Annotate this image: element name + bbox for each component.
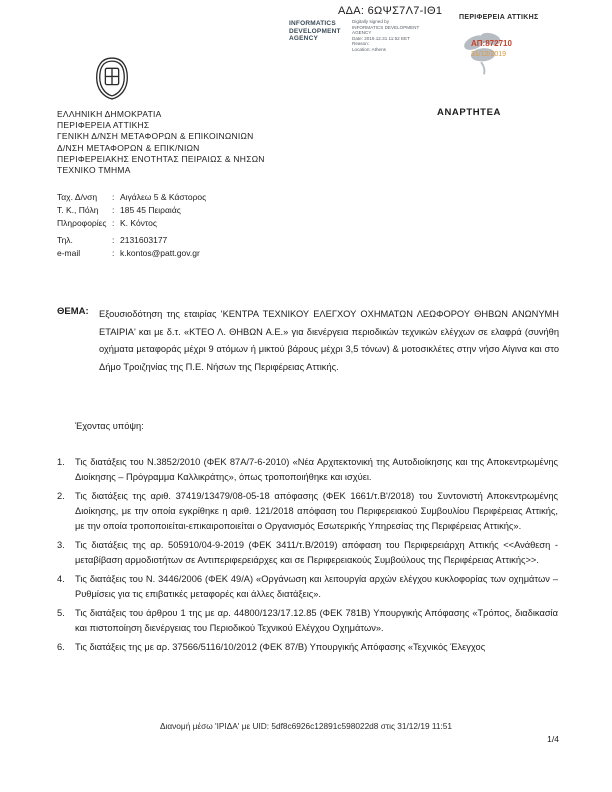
header-line: ΠΕΡΙΦΕΡΕΙΑΚΗΣ ΕΝΟΤΗΤΑΣ ΠΕΙΡΑΙΩΣ & ΝΗΣΩΝ — [57, 153, 265, 164]
page-number: 1/4 — [547, 734, 559, 744]
having-regard-label: Έχοντας υπόψη: — [75, 421, 144, 431]
list-item-text: Τις διατάξεις της αριθ. 37419/13479/08-05-18 απόφασης (ΦΕΚ 1661/τ.Β'/2018) του Συντονιστή Αποκεντρωμένης Διοίκησης, με την οποία εγκρίθηκε η αριθ. 121/2018 απόφαση του Περιφερειακού Συμβουλίου Περιφέρειας Αττικής, με την οποία τροποποιείται-επικαιροποιείται ο Οργανισμός Εσωτερικής Υπηρεσίας της Περιφέρειας Αττικής». — [75, 491, 558, 531]
list-item-number: 4. — [57, 574, 65, 584]
protocol-number: ΑΠ:872710 — [471, 39, 512, 48]
contact-separator: : — [112, 205, 115, 215]
contact-label: Τ. Κ., Πόλη — [57, 205, 99, 215]
contact-label: e-mail — [57, 248, 81, 258]
contact-row — [57, 204, 206, 217]
signature-detail-line: Location: Athens — [352, 46, 386, 52]
signature-details — [352, 19, 430, 53]
contact-separator: : — [112, 218, 115, 228]
header-line: Δ/ΝΣΗ ΜΕΤΑΦΟΡΩΝ & ΕΠΙΚ/ΝΙΩΝ — [57, 142, 200, 153]
ada-code: ΑΔΑ: 6ΩΨΣ7Λ7-ΙΘ1 — [338, 5, 443, 17]
anartitea-label: ΑΝΑΡΤΗΤΕΑ — [437, 107, 501, 118]
list-item-number: 5. — [57, 608, 65, 618]
contact-label: Τηλ. — [57, 235, 73, 245]
signature-detail-line: INFORMATICS DEVELOPMENT AGENCY — [352, 24, 420, 36]
list-item-text: Τις διατάξεις του Ν.3852/2010 (ΦΕΚ 87Α/7-6-2010) «Νέα Αρχιτεκτονική της Αυτοδιοίκησης και της Αποκεντρωμένης Διοίκησης – Πρόγραμμα Καλλικράτης», όπως τροποποιήθηκε και ισχύει. — [75, 457, 558, 482]
contact-separator: : — [112, 235, 115, 245]
contact-email: k.kontos@patt.gov.gr — [120, 248, 200, 258]
signature-detail-line: Digitally signed by — [352, 19, 390, 24]
signature-agency-label: INFORMATICS DEVELOPMENT AGENCY — [289, 20, 341, 42]
list-item-text: Τις διατάξεις της με αρ. 37566/5116/10/2012 (ΦΕΚ 87/Β) Υπουργικής Απόφασης «Τεχνικός Έλεγχος — [75, 642, 486, 652]
header-line: ΕΛΛΗΝΙΚΗ ΔΗΜΟΚΡΑΤΙΑ — [57, 109, 162, 119]
contact-row — [57, 217, 206, 230]
contact-row — [57, 234, 206, 247]
list-item-text: Τις διατάξεις της αρ. 505910/04-9-2019 (ΦΕΚ 3411/τ.Β/2019) απόφαση του Περιφερειάρχη Αττικής <<Ανάθεση - μεταβίβαση αρμοδιοτήτων σε Αντιπεριφερειάρχες και σε Περιφερειακούς Συμβούλους της Περιφέρειας Αττικής>>. — [75, 540, 558, 565]
header-line: ΤΕΧΝΙΚΟ ΤΜΗΜΑ — [57, 165, 131, 176]
list-item — [57, 606, 558, 636]
distribution-footer: Διανομή μέσω 'ΙΡΙΔΑ' με UID: 5df8c6926c12891c598022d8 στις 31/12/19 11:51 — [159, 721, 453, 731]
contact-value: Κ. Κόντος — [120, 218, 157, 228]
stamp-region-label: ΠΕΡΙΦΕΡΕΙΑ ΑΤΤΙΚΗΣ — [459, 14, 539, 21]
list-item — [57, 455, 558, 485]
list-item-number: 1. — [57, 457, 65, 467]
list-item — [57, 640, 558, 655]
list-item — [57, 489, 558, 534]
list-item — [57, 538, 558, 568]
legal-references-list — [57, 455, 558, 659]
contact-separator: : — [112, 248, 115, 258]
subject-text: Εξουσιοδότηση της εταιρίας 'ΚΕΝΤΡΑ ΤΕΧΝΙΚΟΥ ΕΛΕΓΧΟΥ ΟΧΗΜΑΤΩΝ ΛΕΩΦΟΡΟΥ ΘΗΒΩΝ ΑΝΩΝΥΜΗ ΕΤΑΙΡΙΑ' και με δ.τ. «ΚΤΕΟ Λ. ΘΗΒΩΝ Α.Ε.» για διενέργεια περιοδικών τεχνικών ελέγχων σε ελαφρά (συνήθη οχήματα μεταφοράς μέχρι 9 ατόμων ή μικτού βάρους μέχρι 3,5 τόνων) & μοτοσικλέτες στην νήσο Αίγινα και στο Δήμο Τροιζηνίας της Π.Ε. Νήσων της Περιφέρειας Αττικής. — [99, 309, 559, 372]
contact-separator: : — [112, 192, 115, 202]
list-item — [57, 572, 558, 602]
contact-row — [57, 191, 206, 204]
contact-label: Πληροφορίες — [57, 218, 107, 228]
hellenic-republic-emblem-icon — [86, 55, 138, 102]
signature-detail-line: Date: 2019.12.31 11:52 EET — [352, 35, 410, 41]
subject-label: ΘΕΜΑ: — [57, 306, 89, 317]
list-item-text: Τις διατάξεις του άρθρου 1 της με αρ. 44800/123/17.12.85 (ΦΕΚ 781Β) Υπουργικής Απόφασης «Τρόπος, διαδικασία και πιστοποίηση διενέργειας του Περιοδικού Τεχνικού Ελέγχου Οχημάτων». — [75, 608, 558, 633]
contact-value: 2131603177 — [120, 235, 168, 245]
agency-header — [57, 109, 265, 176]
list-item-text: Τις διατάξεις του Ν. 3446/2006 (ΦΕΚ 49/Α) «Οργάνωση και λειτουργία αρχών ελέγχου κυκλοφορίας των οχημάτων – Ρυθμίσεις για τις επιβατικές μεταφορές και άλλες διατάξεις». — [75, 574, 558, 599]
contact-label: Ταχ. Δ/νση — [57, 192, 98, 202]
list-item-number: 2. — [57, 491, 65, 501]
signature-detail-line: Reason: — [352, 41, 370, 47]
header-line: ΠΕΡΙΦΕΡΕΙΑ ΑΤΤΙΚΗΣ — [57, 120, 150, 131]
list-item-number: 6. — [57, 642, 65, 652]
contact-block — [57, 191, 206, 260]
list-item-number: 3. — [57, 540, 65, 550]
protocol-date: 31/12/2019 — [471, 51, 507, 58]
contact-row — [57, 247, 206, 260]
header-line: ΓΕΝΙΚΗ Δ/ΝΣΗ ΜΕΤΑΦΟΡΩΝ & ΕΠΙΚΟΙΝΩΝΙΩΝ — [57, 131, 254, 142]
contact-value: Αιγάλεω 5 & Κάστορος — [120, 192, 207, 202]
contact-value: 185 45 Πειραιάς — [120, 205, 181, 215]
